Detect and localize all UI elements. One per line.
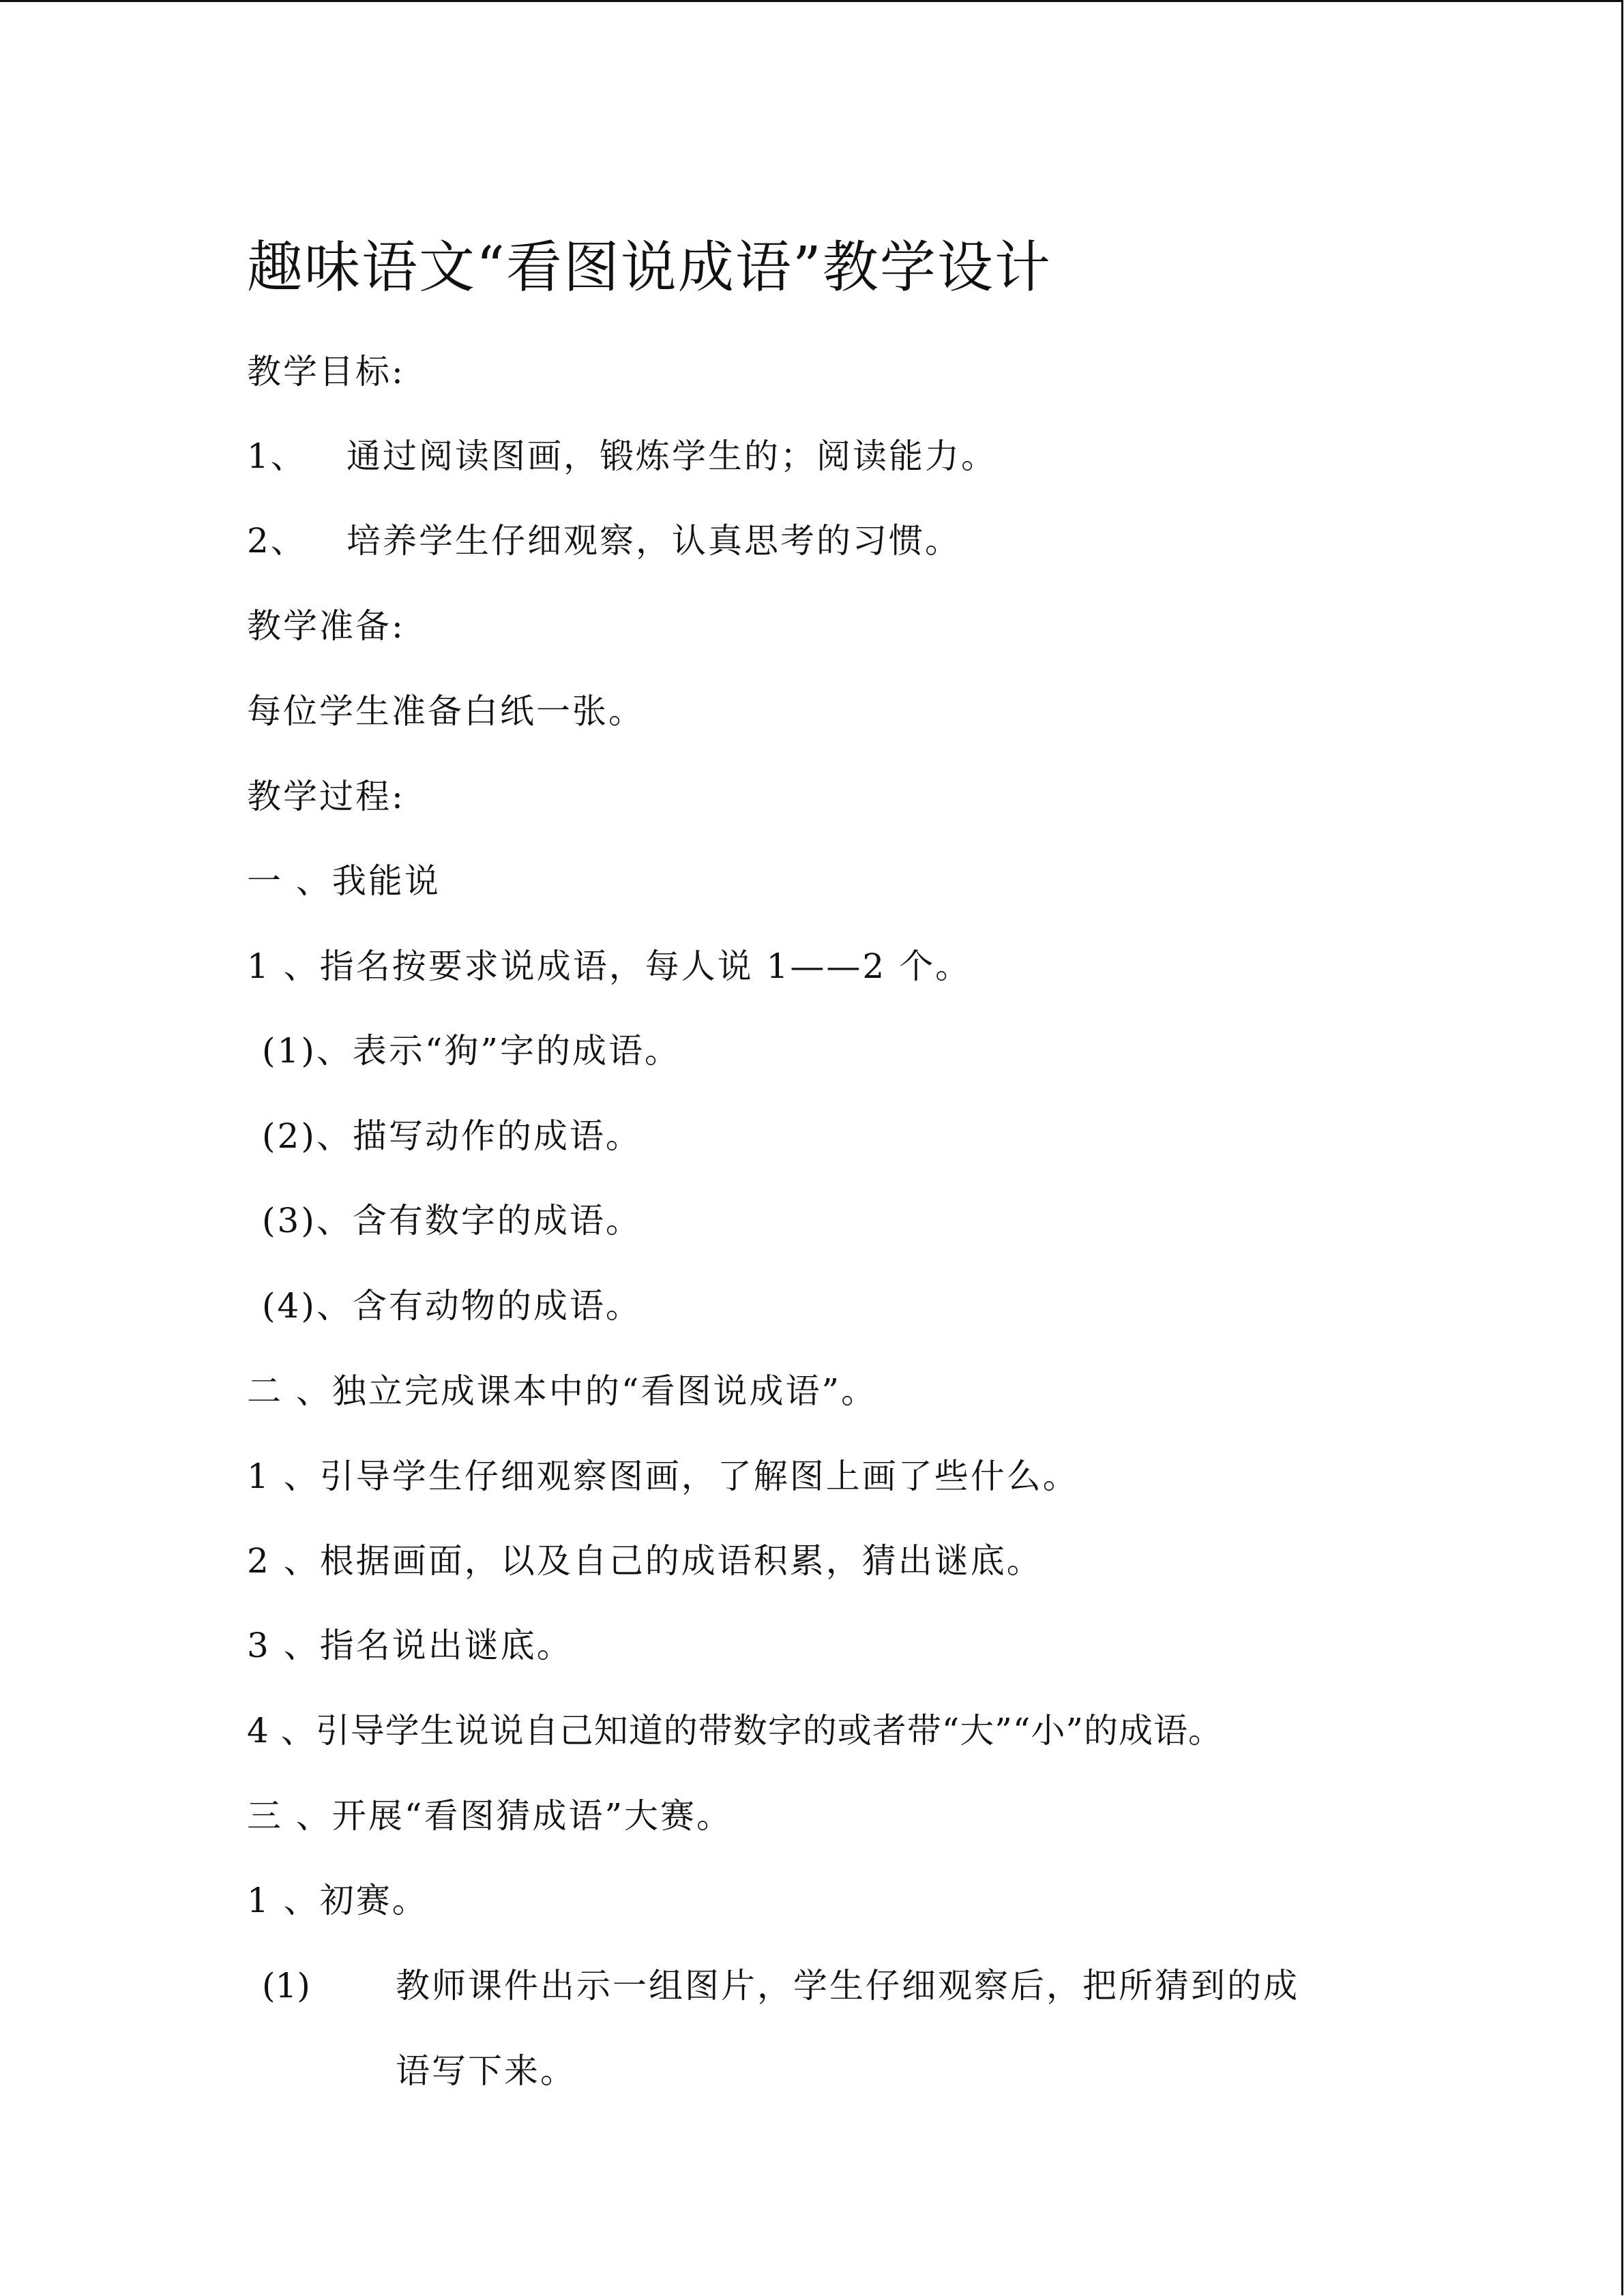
section-2-item: 1 、引导学生仔细观察图画，了解图上画了些什么。 (247, 1457, 1079, 1496)
objective-number: 1、 (247, 436, 307, 476)
section-3-sub-text-line-1: 教师课件出示一组图片，学生仔细观察后，把所猜到的成 (396, 1966, 1299, 2006)
section-3-heading: 三 、开展“看图猜成语”大赛。 (247, 1796, 733, 1836)
objective-text: 培养学生仔细观察，认真思考的习惯。 (346, 521, 961, 561)
section-3-sub-number: (1) (262, 1966, 310, 2006)
preparation-text: 每位学生准备白纸一张。 (247, 691, 645, 731)
process-heading: 教学过程: (247, 777, 405, 816)
objective-item-2 (247, 517, 961, 565)
section-2-heading: 二 、独立完成课本中的“看图说成语”。 (247, 1371, 878, 1411)
section-1-sub-item: (4)、含有动物的成语。 (262, 1286, 642, 1326)
preparation-heading: 教学准备: (247, 606, 405, 646)
document-title: 趣味语文“看图说成语”教学设计 (247, 235, 1052, 300)
objective-number: 2、 (247, 521, 307, 561)
section-1-item-1: 1 、指名按要求说成语，每人说 1——2 个。 (247, 946, 972, 986)
objective-item-1 (247, 432, 997, 480)
section-1-sub-item: (3)、含有数字的成语。 (262, 1201, 642, 1240)
section-2-item: 4 、引导学生说说自己知道的带数字的或者带“大”“小”的成语。 (247, 1711, 1223, 1750)
objective-text: 通过阅读图画，锻炼学生的；阅读能力。 (346, 436, 997, 476)
section-2-item: 3 、指名说出谜底。 (247, 1626, 573, 1665)
section-1-sub-item: (1)、表示“狗”字的成语。 (262, 1031, 681, 1071)
section-3-sub-text-line-2: 语写下来。 (396, 2051, 576, 2091)
section-3-item-1: 1 、初赛。 (247, 1881, 428, 1920)
section-2-item: 2 、根据画面，以及自己的成语积累，猜出谜底。 (247, 1541, 1043, 1581)
section-1-sub-item: (2)、描写动作的成语。 (262, 1116, 642, 1156)
section-1-heading: 一 、我能说 (247, 861, 441, 901)
objectives-heading: 教学目标: (247, 352, 405, 391)
